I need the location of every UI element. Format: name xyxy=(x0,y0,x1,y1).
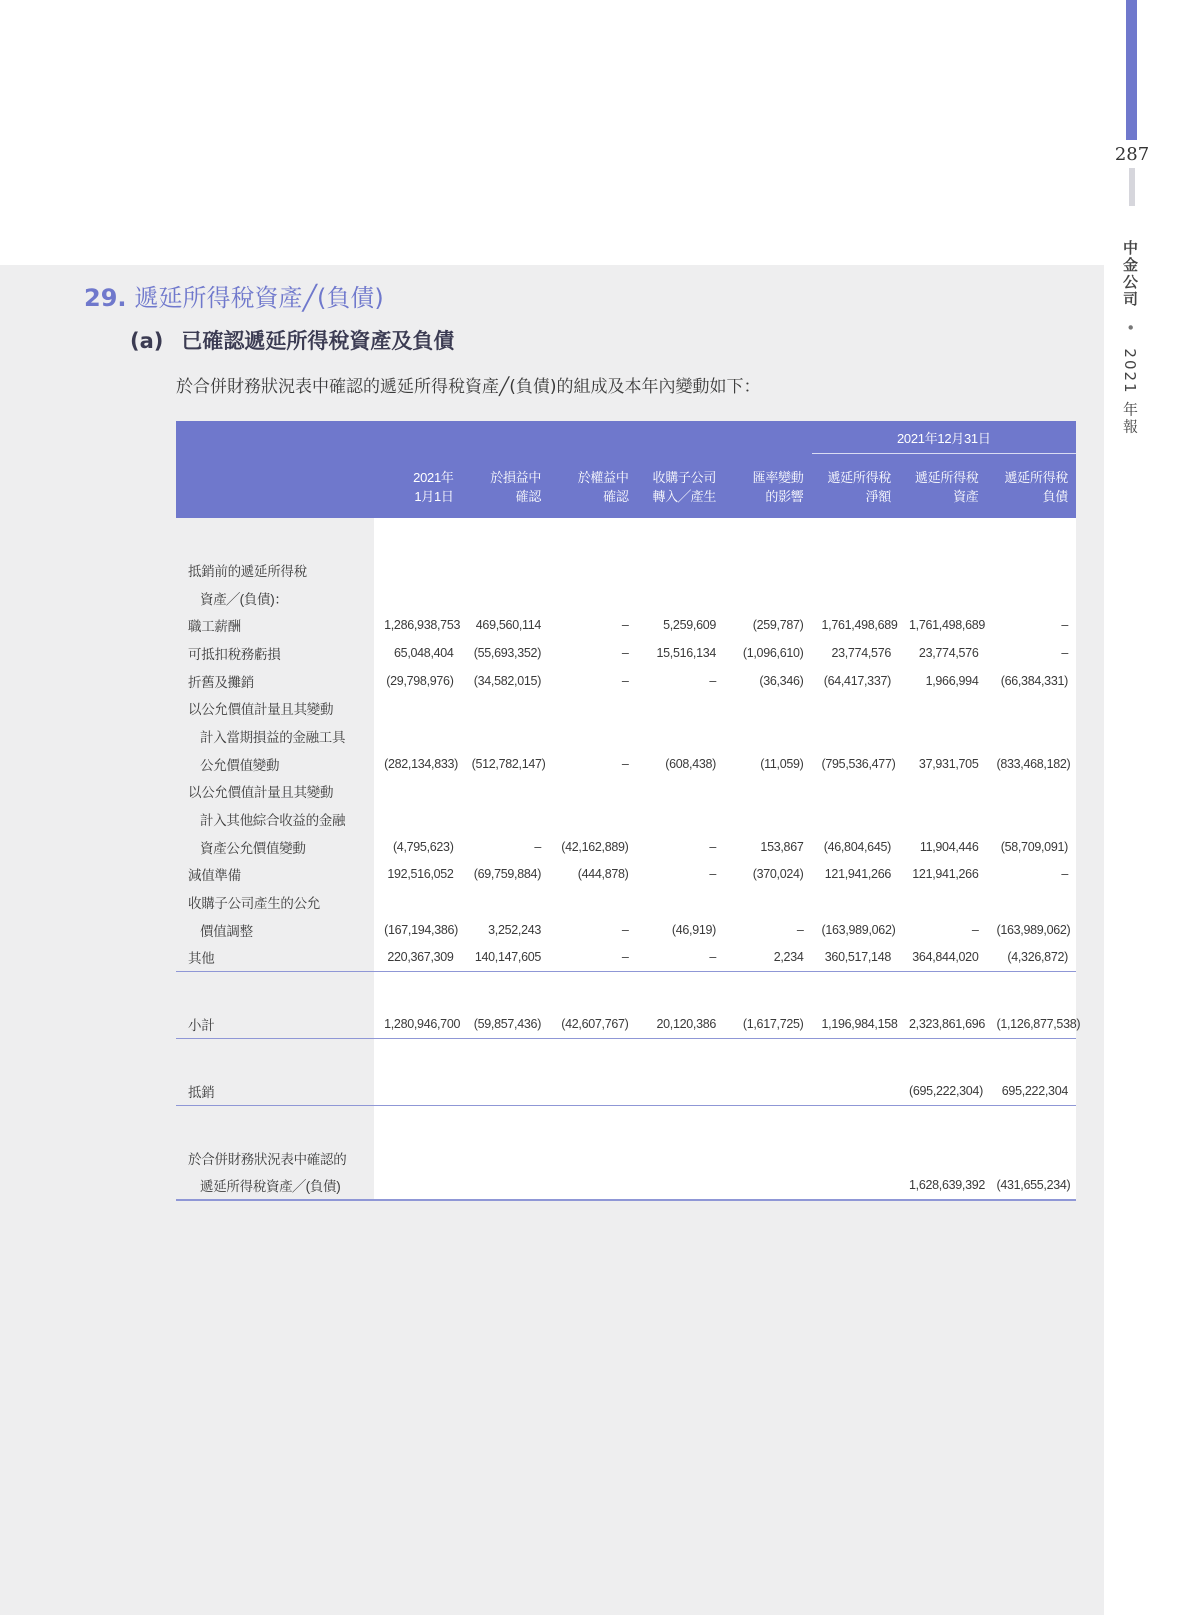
cell-value: 469,560,114 xyxy=(462,611,549,639)
row-label: 其他 xyxy=(176,944,374,972)
cell-value: (36,346) xyxy=(724,667,811,695)
cell-value: 1,966,994 xyxy=(899,667,986,695)
report-name: 2021 年報 xyxy=(1121,348,1139,436)
column-header-line1: 收購子公司 xyxy=(652,470,717,485)
offset-row xyxy=(176,1077,1076,1105)
cell-value xyxy=(374,1077,461,1105)
row-label: 以公允價值計量且其變動 xyxy=(188,702,334,718)
cell-value: 1,280,946,700 xyxy=(374,1010,461,1038)
cell-value: – xyxy=(549,916,636,944)
row-label: 計入當期損益的金融工具 xyxy=(200,729,346,745)
subsection-letter: (a) xyxy=(130,329,164,353)
table-row xyxy=(176,888,1076,916)
row-label: 可抵扣稅務虧損 xyxy=(188,646,281,662)
cell-value: (42,607,767) xyxy=(549,1010,636,1038)
row-label: 計入其他綜合收益的金融 xyxy=(200,813,346,829)
section-label-row xyxy=(176,584,1076,612)
cell-value: (370,024) xyxy=(724,861,811,889)
cell-value: – xyxy=(986,861,1076,889)
table-row xyxy=(176,861,1076,889)
cell-value: (833,468,182) xyxy=(986,750,1076,778)
row-label: 資產公允價值變動 xyxy=(200,840,306,856)
total-row xyxy=(176,1171,1076,1200)
column-header-line1: 遞延所得稅 xyxy=(827,470,891,485)
cell-value: – xyxy=(637,861,724,889)
cell-value: (4,326,872) xyxy=(986,944,1076,972)
cell-value: 20,120,386 xyxy=(637,1010,724,1038)
column-header-line1: 2021年 xyxy=(413,470,454,485)
table-row xyxy=(176,722,1076,750)
cell-value: 37,931,705 xyxy=(899,750,986,778)
column-header-line1: 於權益中 xyxy=(577,470,629,485)
subsection-title: 已確認遞延所得稅資產及負債 xyxy=(181,329,455,353)
cell-value: (29,798,976) xyxy=(374,667,461,695)
cell-value: – xyxy=(549,750,636,778)
cell-value: 1,761,498,689 xyxy=(812,611,899,639)
cell-value: 153,867 xyxy=(724,833,811,861)
cell-value: 11,904,446 xyxy=(899,833,986,861)
total-row xyxy=(176,1144,1076,1172)
cell-value: – xyxy=(637,944,724,972)
cell-value: – xyxy=(549,667,636,695)
cell-value: (282,134,833) xyxy=(374,750,461,778)
row-label: 抵銷前的遞延所得稅 xyxy=(188,563,307,579)
cell-value: (46,804,645) xyxy=(812,833,899,861)
cell-value: (1,096,610) xyxy=(724,639,811,667)
cell-value: – xyxy=(637,667,724,695)
cell-value xyxy=(462,1077,549,1105)
cell-value: – xyxy=(549,611,636,639)
table-row xyxy=(176,611,1076,639)
column-header-line2: 轉入╱產生 xyxy=(652,489,717,504)
cell-value: (34,582,015) xyxy=(462,667,549,695)
cell-value: 15,516,134 xyxy=(637,639,724,667)
cell-value: (167,194,386) xyxy=(374,916,461,944)
cell-value: 140,147,605 xyxy=(462,944,549,972)
column-header-line2: 確認 xyxy=(603,489,629,504)
column-header-line2: 資產 xyxy=(953,489,979,504)
table-row xyxy=(176,944,1076,972)
column-header-line2: 確認 xyxy=(515,489,542,504)
cell-value: 2,323,861,696 xyxy=(899,1010,986,1038)
cell-value: 23,774,576 xyxy=(899,639,986,667)
cell-value xyxy=(724,1171,811,1200)
cell-value xyxy=(724,1077,811,1105)
cell-value: (1,126,877,538) xyxy=(986,1010,1076,1038)
cell-value xyxy=(812,1171,899,1200)
cell-value: – xyxy=(724,916,811,944)
cell-value: (59,857,436) xyxy=(462,1010,549,1038)
cell-value: 1,761,498,689 xyxy=(899,611,986,639)
row-label: 減值準備 xyxy=(188,868,241,884)
row-label: 抵銷 xyxy=(176,1077,374,1105)
subsection-heading xyxy=(130,325,454,355)
intro-paragraph: 於合併財務狀況表中確認的遞延所得稅資產╱(負債)的組成及本年內變動如下： xyxy=(176,377,761,397)
page-number: 287 xyxy=(1114,144,1150,165)
cell-value: – xyxy=(549,944,636,972)
section-heading xyxy=(84,278,384,313)
column-header-line2: 的影響 xyxy=(765,489,804,504)
cell-value: 192,516,052 xyxy=(374,861,461,889)
column-header-line2: 淨額 xyxy=(865,489,891,504)
column-header-line1: 遞延所得稅 xyxy=(914,470,979,485)
table-row xyxy=(176,639,1076,667)
cell-value: 121,941,266 xyxy=(899,861,986,889)
cell-value xyxy=(637,1171,724,1200)
cell-value: – xyxy=(549,639,636,667)
table-body xyxy=(176,518,1081,1200)
cell-value: 360,517,148 xyxy=(812,944,899,972)
table-row xyxy=(176,667,1076,695)
side-divider-bar xyxy=(1129,168,1135,206)
cell-value xyxy=(549,1171,636,1200)
cell-value: – xyxy=(986,611,1076,639)
cell-value: 220,367,309 xyxy=(374,944,461,972)
cell-value: (512,782,147) xyxy=(462,750,549,778)
row-label: 以公允價值計量且其變動 xyxy=(188,785,334,801)
cell-value: (444,878) xyxy=(549,861,636,889)
side-accent-bar xyxy=(1126,0,1137,140)
table-row xyxy=(176,805,1076,833)
cell-value: 1,628,639,392 xyxy=(899,1171,986,1200)
cell-value xyxy=(812,1077,899,1105)
row-label: 資產╱(負債)： xyxy=(200,591,288,607)
row-label: 小計 xyxy=(176,1010,374,1038)
column-header-line1: 匯率變動 xyxy=(752,470,804,485)
cell-value: (46,919) xyxy=(637,916,724,944)
cell-value: – xyxy=(462,833,549,861)
column-header-line2: 1月1日 xyxy=(414,489,454,504)
table-row xyxy=(176,694,1076,722)
cell-value xyxy=(462,1171,549,1200)
cell-value: (431,655,234) xyxy=(986,1171,1076,1200)
cell-value: (163,989,062) xyxy=(812,916,899,944)
table-row xyxy=(176,750,1076,778)
section-number: 29. xyxy=(84,284,127,312)
table-row xyxy=(176,916,1076,944)
cell-value: 23,774,576 xyxy=(812,639,899,667)
cell-value: (4,795,623) xyxy=(374,833,461,861)
cell-value: (695,222,304) xyxy=(899,1077,986,1105)
table-row xyxy=(176,833,1076,861)
separator-dot: • xyxy=(1121,322,1139,334)
cell-value: (64,417,337) xyxy=(812,667,899,695)
cell-value: 1,196,984,158 xyxy=(812,1010,899,1038)
group-header: 2021年12月31日 xyxy=(812,421,1076,454)
cell-value: (55,693,352) xyxy=(462,639,549,667)
cell-value: (608,438) xyxy=(637,750,724,778)
row-label: 折舊及攤銷 xyxy=(188,674,254,690)
row-label: 收購子公司產生的公允 xyxy=(188,896,320,912)
cell-value: (58,709,091) xyxy=(986,833,1076,861)
cell-value xyxy=(374,1171,461,1200)
cell-value: 1,286,938,753 xyxy=(374,611,461,639)
section-label-row xyxy=(176,556,1076,584)
cell-value: – xyxy=(637,833,724,861)
deferred-tax-table xyxy=(176,421,1081,1201)
cell-value: – xyxy=(899,916,986,944)
cell-value: – xyxy=(986,639,1076,667)
subtotal-row xyxy=(176,1010,1076,1038)
cell-value: (259,787) xyxy=(724,611,811,639)
cell-value: (795,536,477) xyxy=(812,750,899,778)
cell-value: (11,059) xyxy=(724,750,811,778)
row-label: 價值調整 xyxy=(200,923,253,939)
cell-value: (163,989,062) xyxy=(986,916,1076,944)
column-header-line1: 遞延所得稅 xyxy=(1004,470,1068,485)
cell-value: 5,259,609 xyxy=(637,611,724,639)
row-label: 公允價值變動 xyxy=(200,757,280,773)
cell-value: 3,252,243 xyxy=(462,916,549,944)
cell-value: (1,617,725) xyxy=(724,1010,811,1038)
table-row xyxy=(176,778,1076,806)
side-running-title xyxy=(1120,240,1141,435)
cell-value: 2,234 xyxy=(724,944,811,972)
section-title: 遞延所得稅資產╱(負債) xyxy=(134,284,384,312)
cell-value xyxy=(637,1077,724,1105)
row-label: 於合併財務狀況表中確認的 xyxy=(188,1151,347,1167)
company-name: 中金公司 xyxy=(1121,240,1139,308)
table-header xyxy=(176,421,1076,518)
cell-value xyxy=(549,1077,636,1105)
cell-value: 364,844,020 xyxy=(899,944,986,972)
cell-value: 121,941,266 xyxy=(812,861,899,889)
cell-value: (69,759,884) xyxy=(462,861,549,889)
column-header-line1: 於損益中 xyxy=(490,470,542,485)
cell-value: (66,384,331) xyxy=(986,667,1076,695)
row-label: 職工薪酬 xyxy=(188,619,241,635)
cell-value: 695,222,304 xyxy=(986,1077,1076,1105)
cell-value: 65,048,404 xyxy=(374,639,461,667)
row-label: 遞延所得稅資產╱(負債) xyxy=(176,1171,374,1200)
column-header-line2: 負債 xyxy=(1042,489,1068,504)
cell-value: (42,162,889) xyxy=(549,833,636,861)
